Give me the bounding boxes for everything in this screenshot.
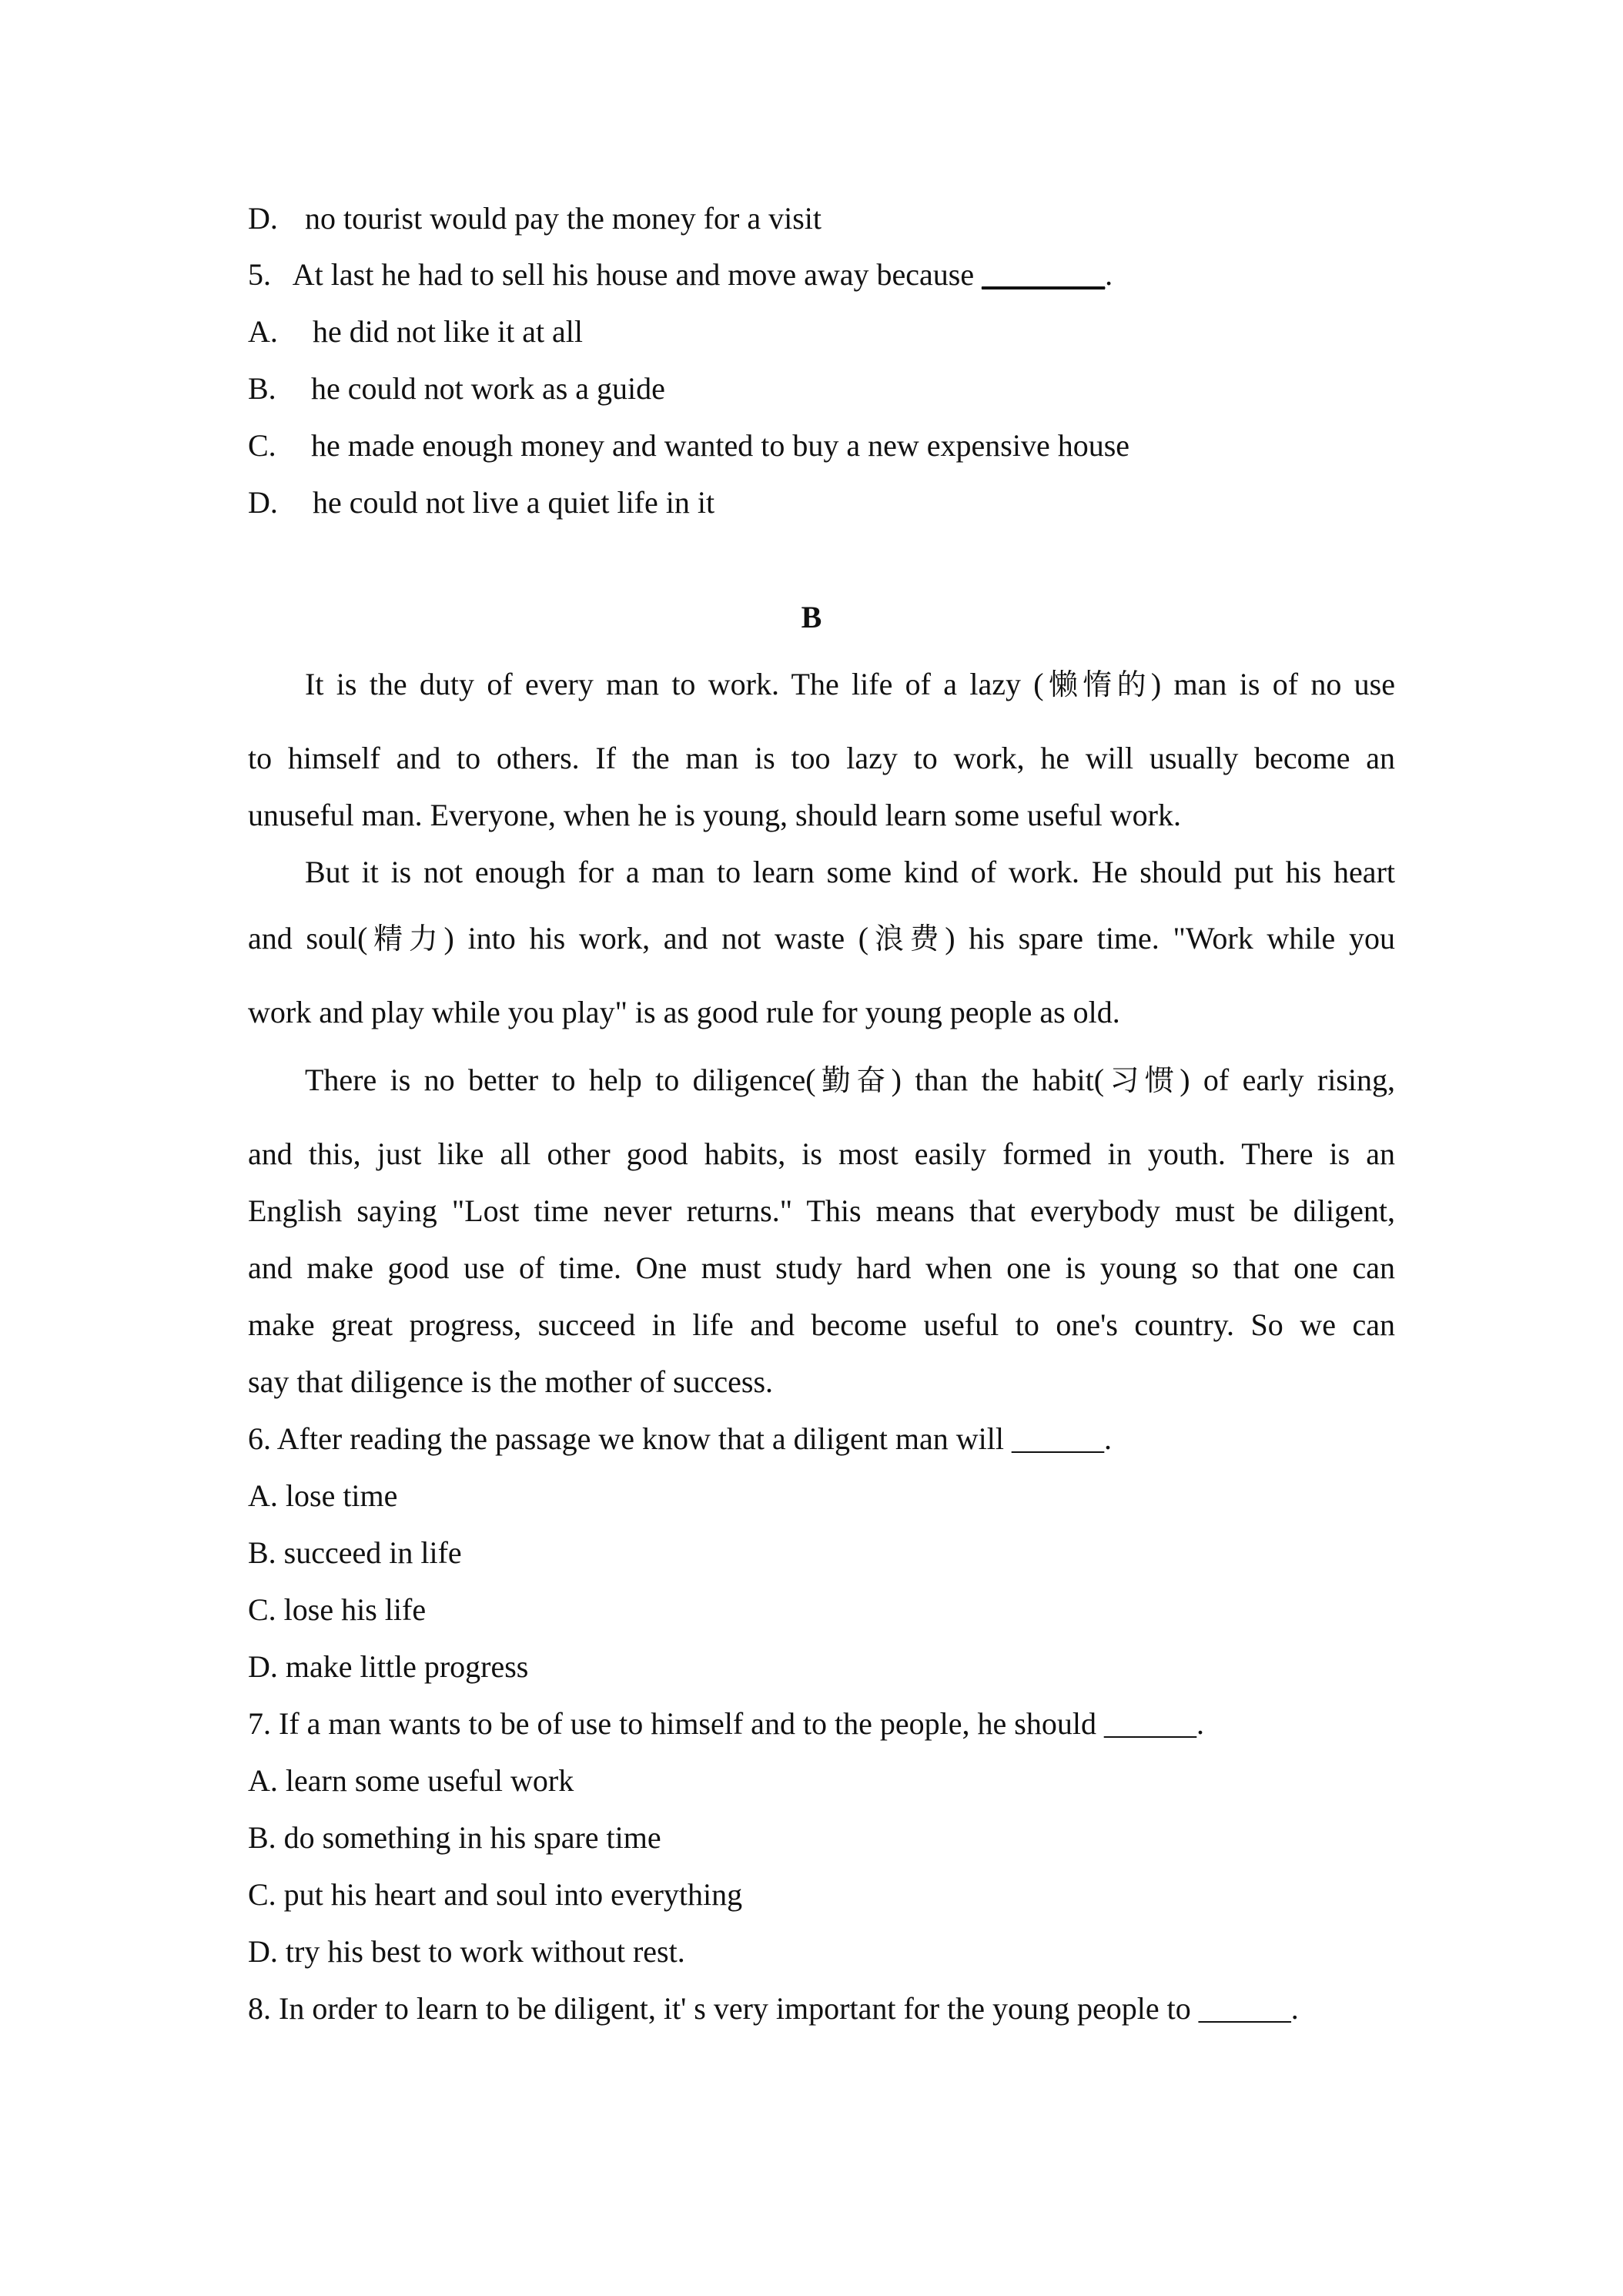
text-run: ) into his work, and not waste ( (443, 921, 869, 956)
option-text: he could not work as a guide (311, 371, 665, 406)
option-text: he could not live a quiet life in it (313, 485, 715, 520)
paragraph-line-text: But it is not enough for a man to learn some kind of work. He should put his heart (305, 855, 1395, 889)
text-run: There is no better to help to diligence( (305, 1063, 816, 1097)
paragraph-3-line-2 (248, 1136, 1395, 1173)
paragraph-2-line-3: work and play while you play" is as good rule for young people as old. (248, 995, 1120, 1029)
question-5-option-c (248, 427, 1395, 464)
question-6-option-d: D. make little progress (248, 1649, 529, 1684)
chinese-gloss: 精力 (367, 922, 444, 956)
option-label: B. (248, 371, 276, 406)
chinese-gloss: 浪费 (868, 922, 945, 956)
paragraph-3-line-3 (248, 1193, 1395, 1230)
chinese-gloss: 懒惰的 (1043, 668, 1151, 701)
option-label: D. (248, 485, 278, 520)
paragraph-2-line-2 (248, 920, 1395, 957)
answer-blank: ________ (982, 257, 1106, 292)
option-label: D. (248, 201, 278, 236)
chinese-gloss: 习惯 (1104, 1063, 1180, 1097)
question-7-stem: 7. If a man wants to be of use to himself and to the people, he should ______. (248, 1706, 1204, 1741)
option-text: he did not like it at all (313, 314, 584, 349)
paragraph-line-text: and this, just like all other good habits, is most easily formed in youth. There is an (248, 1136, 1395, 1171)
question-text: 5. At last he had to sell his house and move away because (248, 257, 975, 292)
option-text: no tourist would pay the money for a visit (305, 201, 822, 236)
question-5-option-d (248, 484, 1395, 521)
question-6-option-b: B. succeed in life (248, 1535, 462, 1570)
question-6-stem: 6. After reading the passage we know that a diligent man will ______. (248, 1421, 1112, 1456)
text-run: ) than the habit( (891, 1063, 1105, 1097)
question-7-option-a: A. learn some useful work (248, 1763, 574, 1798)
paragraph-1-line-3: unuseful man. Everyone, when he is young, should learn some useful work. (248, 798, 1181, 832)
paragraph-line-text (305, 1062, 1395, 1099)
text-run: It is the duty of every man to work. The life of a lazy ( (305, 667, 1044, 701)
question-6-option-c: C. lose his life (248, 1592, 427, 1627)
paragraph-line-text: English saying "Lost time never returns." This means that everybody must be diligent, (248, 1193, 1395, 1228)
question-6-option-a: A. lose time (248, 1478, 398, 1513)
paragraph-line-text (305, 666, 1395, 703)
paragraph-line-text: and make good use of time. One must study hard when one is young so that one can (248, 1250, 1395, 1285)
paragraph-2-line-1 (305, 854, 1395, 891)
option-label: C. (248, 428, 276, 463)
paragraph-3-line-1 (305, 1062, 1395, 1099)
text-run: ) his spare time. "Work while you (945, 921, 1395, 956)
paragraph-3-line-6: say that diligence is the mother of success. (248, 1364, 774, 1399)
text-run: ) man is of no use (1150, 667, 1395, 701)
paragraph-3-line-4 (248, 1250, 1395, 1287)
question-7-option-b: B. do something in his spare time (248, 1820, 661, 1855)
paragraph-1-line-1 (305, 666, 1395, 703)
question-8-stem: 8. In order to learn to be diligent, it' s very important for the young people to ______. (248, 1991, 1299, 2026)
question-5-option-a (248, 313, 1395, 350)
option-d-q4 (248, 200, 1395, 237)
question-7-option-d: D. try his best to work without rest. (248, 1934, 685, 1969)
chinese-gloss: 勤奋 (815, 1063, 892, 1097)
question-7-option-c: C. put his heart and soul into everything (248, 1877, 743, 1912)
paragraph-3-line-5 (248, 1307, 1395, 1344)
paragraph-line-text: make great progress, succeed in life and become useful to one's country. So we can (248, 1307, 1395, 1342)
paragraph-line-text (248, 920, 1395, 957)
paragraph-line-text: to himself and to others. If the man is too lazy to work, he will usually become an (248, 741, 1395, 775)
option-text: he made enough money and wanted to buy a new expensive house (311, 428, 1130, 463)
section-heading: B (801, 600, 822, 634)
question-5-stem (248, 256, 1395, 293)
question-5-option-b (248, 370, 1395, 407)
question-end: . (1105, 257, 1113, 292)
text-run: and soul( (248, 921, 368, 956)
text-run: ) of early rising, (1180, 1063, 1395, 1097)
paragraph-1-line-2 (248, 740, 1395, 777)
option-label: A. (248, 314, 278, 349)
